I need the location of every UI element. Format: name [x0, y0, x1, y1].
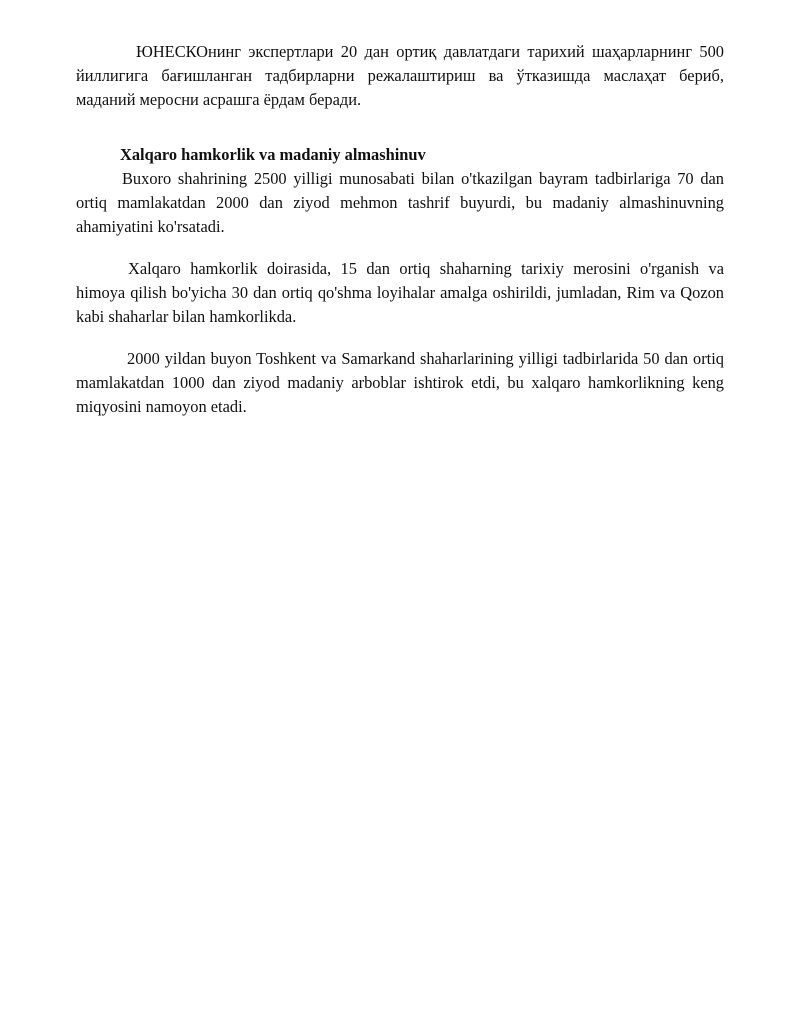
paragraph-cooperation: Xalqaro hamkorlik doirasida, 15 dan ortiq shaharning tarixiy merosini o'rganish va himoya qilish bo'yicha 30 dan ortiq qo'shma loyihalar amalga oshirildi, jumladan, Rim va Qozon kabi shaharlar bilan hamkorlikda. — [76, 259, 724, 326]
paragraph-tashkent-samarkand: 2000 yildan buyon Toshkent va Samarkand shaharlarining yilligi tadbirlarida 50 dan ortiq mamlakatdan 1000 dan ziyod madaniy arboblar ishtirok etdi, bu xalqaro hamkorlikning keng miqyosini namoyon etadi. — [76, 349, 724, 416]
section-heading: Xalqaro hamkorlik va madaniy almashinuv — [120, 145, 426, 164]
paragraph-unesco: ЮНЕСКОнинг экспертлари 20 дан ортиқ давлатдаги тарихий шаҳарларнинг 500 йиллигига бағишланган тадбирларни режалаштириш ва ўтказишда маслаҳат бериб, маданий меросни асрашга ёрдам беради. — [76, 42, 724, 109]
paragraph-bukhara: Buxoro shahrining 2500 yilligi munosabati bilan o'tkazilgan bayram tadbirlariga 70 dan ortiq mamlakatdan 2000 dan ziyod mehmon tashrif buyurdi, bu madaniy almashinuvning ahamiyatini ko'rsatadi. — [76, 169, 724, 236]
document-page — [76, 40, 724, 419]
